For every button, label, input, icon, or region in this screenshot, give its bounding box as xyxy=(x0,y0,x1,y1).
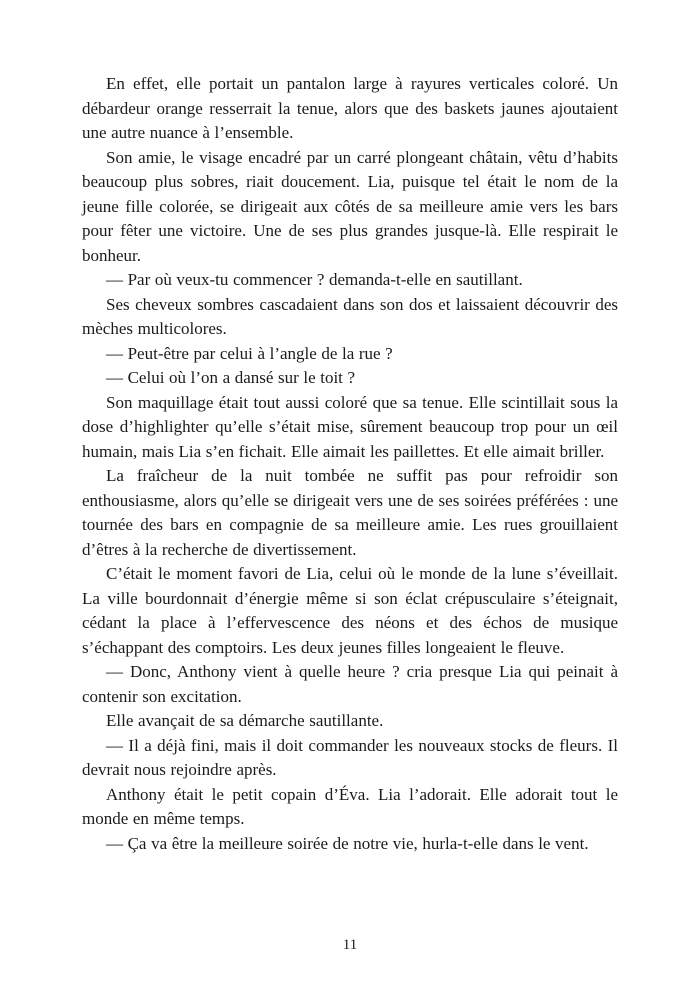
page-number: 11 xyxy=(342,937,358,953)
paragraph: Anthony était le petit copain d’Éva. Lia l’adorait. Elle adorait tout le monde en même temps. xyxy=(82,784,618,828)
paragraph: Son amie, le visage encadré par un carré plongeant châtain, vêtu d’habits beaucoup plus sobres, riait doucement. Lia, puisque tel était le nom de la jeune fille colorée, se dirigeait aux côtés de sa meilleure amie vers les bars pour fêter une victoire. Une de ses plus grandes jusque-là. Elle respirait le bonheur. xyxy=(82,147,618,265)
text-block xyxy=(82,72,618,856)
paragraph: C’était le moment favori de Lia, celui où le monde de la lune s’éveillait. La ville bourdonnait d’énergie même si son éclat crépusculaire s’éteignait, cédant la place à l’effervescence des néons et des échos de musique s’échappant des comptoirs. Les deux jeunes filles longeaient le fleuve. xyxy=(82,564,618,657)
paragraph: Son maquillage était tout aussi coloré que sa tenue. Elle scintillait sous la dose d’highlighter qu’elle s’était mise, sûrement beaucoup trop pour un œil humain, mais Lia s’en fichait. Elle aimait les paillettes. Et elle aimait briller. xyxy=(82,392,618,461)
page-footer xyxy=(0,936,700,954)
paragraph: La fraîcheur de la nuit tombée ne suffit pas pour refroidir son enthousiasme, alors qu’elle se dirigeait vers une de ses soirées préférées : une tournée des bars en compagnie de sa meilleure amie. Les rues grouillaient d’êtres à la recherche de divertissement. xyxy=(82,466,618,559)
paragraph: — Ça va être la meilleure soirée de notre vie, hurla-t-elle dans le vent. xyxy=(106,833,589,853)
paragraph: Ses cheveux sombres cascadaient dans son dos et laissaient découvrir des mèches multicolores. xyxy=(82,294,618,338)
paragraph: — Par où veux-tu commencer ? demanda-t-elle en sautillant. xyxy=(106,270,523,289)
paragraph: Elle avançait de sa démarche sautillante. xyxy=(106,711,384,730)
paragraph: — Il a déjà fini, mais il doit commander les nouveaux stocks de fleurs. Il devrait nous rejoindre après. xyxy=(82,735,618,779)
paragraph: — Donc, Anthony vient à quelle heure ? cria presque Lia qui peinait à contenir son excitation. xyxy=(82,662,618,706)
paragraph: — Celui où l’on a dansé sur le toit ? xyxy=(106,368,356,387)
paragraph: — Peut-être par celui à l’angle de la rue ? xyxy=(106,343,393,363)
paragraph: En effet, elle portait un pantalon large à rayures verticales coloré. Un débardeur orange resserrait la tenue, alors que des baskets jaunes ajoutaient une autre nuance à l’ensemble. xyxy=(82,74,618,142)
